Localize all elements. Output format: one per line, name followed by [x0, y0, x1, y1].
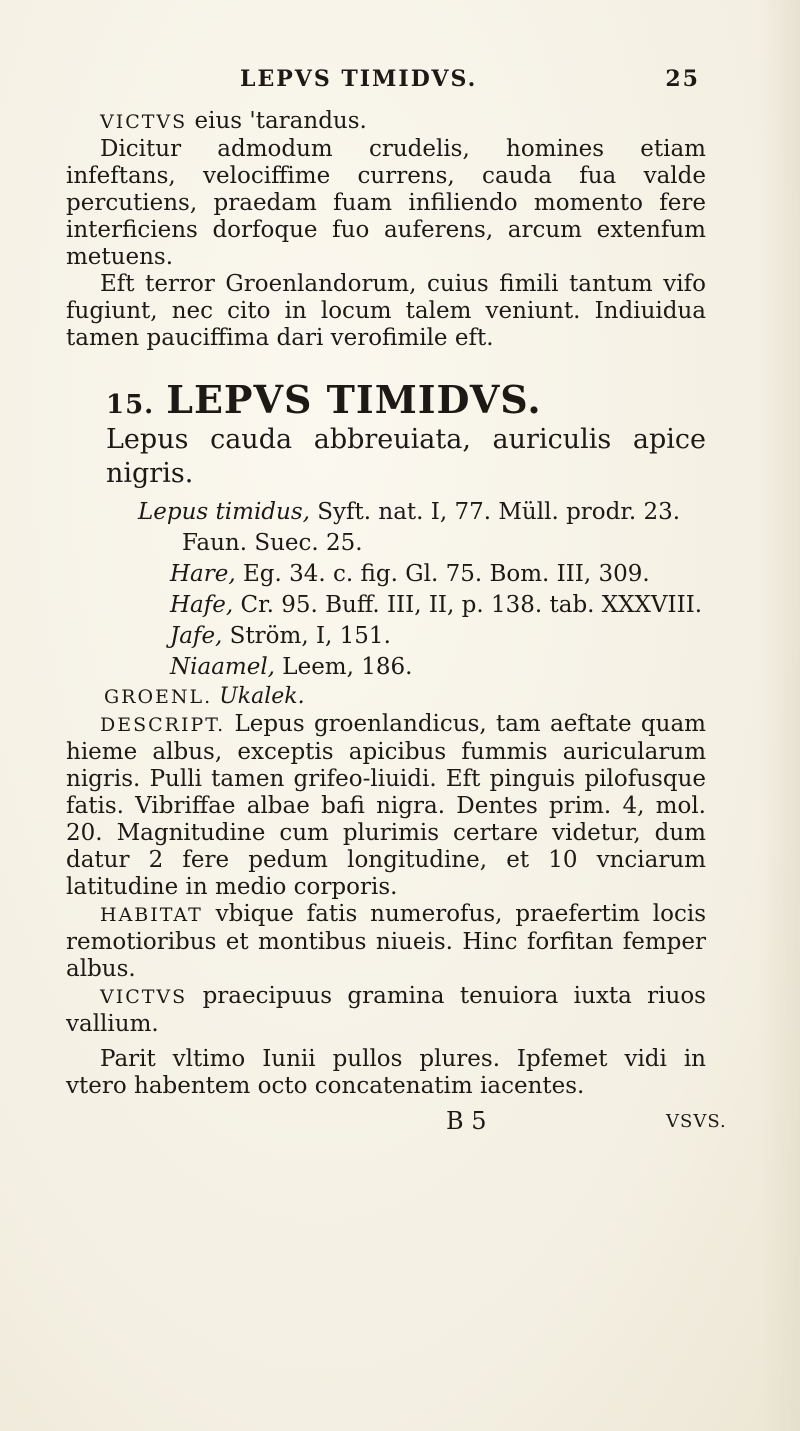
section-heading [66, 377, 706, 422]
intro-lead-rest: eius 'tarandus. [187, 108, 367, 134]
habitat-label: HABITAT [100, 904, 203, 926]
intro-victus-line [66, 108, 706, 136]
groenlandic-word: Ukalek. [219, 684, 305, 709]
diagnosis: Lepus cauda abbreuiata, auriculis apice nigris. [106, 424, 706, 489]
section-number: 15. [106, 390, 155, 420]
synonym-entry [66, 621, 706, 652]
text-block [66, 108, 727, 1138]
habitat-paragraph [66, 901, 706, 983]
description-paragraph [66, 711, 706, 901]
groenlandic-label: GROENL. [104, 686, 213, 708]
intro-paragraph: Dicitur admodum crudelis, homines etiam infeftans, velociffime currens, cauda fua valde percutiens, praedam fuam infiliendo momento fere interficiens dorfoque fuo auferens, arcum extenfum metuens. [66, 136, 706, 270]
groenlandic-name [66, 683, 706, 711]
habitat-text: vbique fatis numerofus, praefertim locis remotioribus et montibus niueis. Hinc forfitan femper albus. [66, 901, 706, 982]
section-title: LEPVS TIMIDVS. [166, 377, 542, 422]
synonym-name: Hare, [170, 561, 236, 587]
description-label: DESCRIPT. [100, 714, 226, 736]
running-head-title: LEPVS TIMIDVS. [240, 66, 478, 92]
synonym-name: Niaamel, [170, 654, 275, 680]
synonym-reference: Eg. 34. c. fig. Gl. 75. Bom. III, 309. [235, 561, 650, 587]
intro-second-paragraph: Eft terror Groenlandorum, cuius fimili tantum vifo fugiunt, nec cito in locum talem veniunt. Indiuidua tamen pauciffima dari verofimile eft. [66, 271, 706, 351]
description-text: Lepus groenlandicus, tam aeftate quam hieme albus, exceptis apicibus fummis auricularum nigris. Pulli tamen grifeo-liuidi. Eft pinguis pilofusque fatis. Vibriffae albae bafi nigra. Dentes prim. 4, mol. 20. Magnitudine cum plurimis certare videtur, dum datur 2 fere pedum longitudine, et 10 vnciarum latitudine in medio corporis. [66, 711, 706, 900]
closing-paragraph: Parit vltimo Iunii pullos plures. Ipfemet vidi in vtero habentem octo concatenatim iacentes. [66, 1046, 706, 1099]
page-number: 25 [665, 66, 700, 92]
synonym-reference: Syft. nat. I, 77. Müll. prodr. 23. [309, 499, 681, 525]
synonym-name: Hafe, [170, 592, 234, 618]
synonym-name: Lepus timidus, [138, 499, 310, 525]
victus-paragraph [66, 983, 706, 1038]
signature-mark: B 5 [446, 1107, 487, 1135]
synonym-list [66, 497, 706, 683]
synonym-reference: Ström, I, 151. [222, 623, 391, 649]
synonym-entry [66, 590, 706, 621]
synonym-entry [66, 497, 706, 528]
signature-line [66, 1107, 727, 1138]
victus-label: VICTVS [100, 986, 188, 1008]
synonym-entry [66, 652, 706, 683]
synonym-reference: Leem, 186. [275, 654, 413, 680]
synonym-name: Jafe, [170, 623, 223, 649]
synonym-entry-continued: Faun. Suec. 25. [182, 530, 363, 556]
intro-lead-caps: VICTVS [100, 111, 188, 133]
page-edge-shadow [760, 0, 800, 1431]
synonym-entry [66, 559, 706, 590]
victus-text: praecipuus gramina tenuiora iuxta riuos vallium. [66, 983, 706, 1037]
catchword: VSVS. [666, 1111, 727, 1132]
synonym-reference: Cr. 95. Buff. III, II, p. 138. tab. XXXVIII. [233, 592, 703, 618]
